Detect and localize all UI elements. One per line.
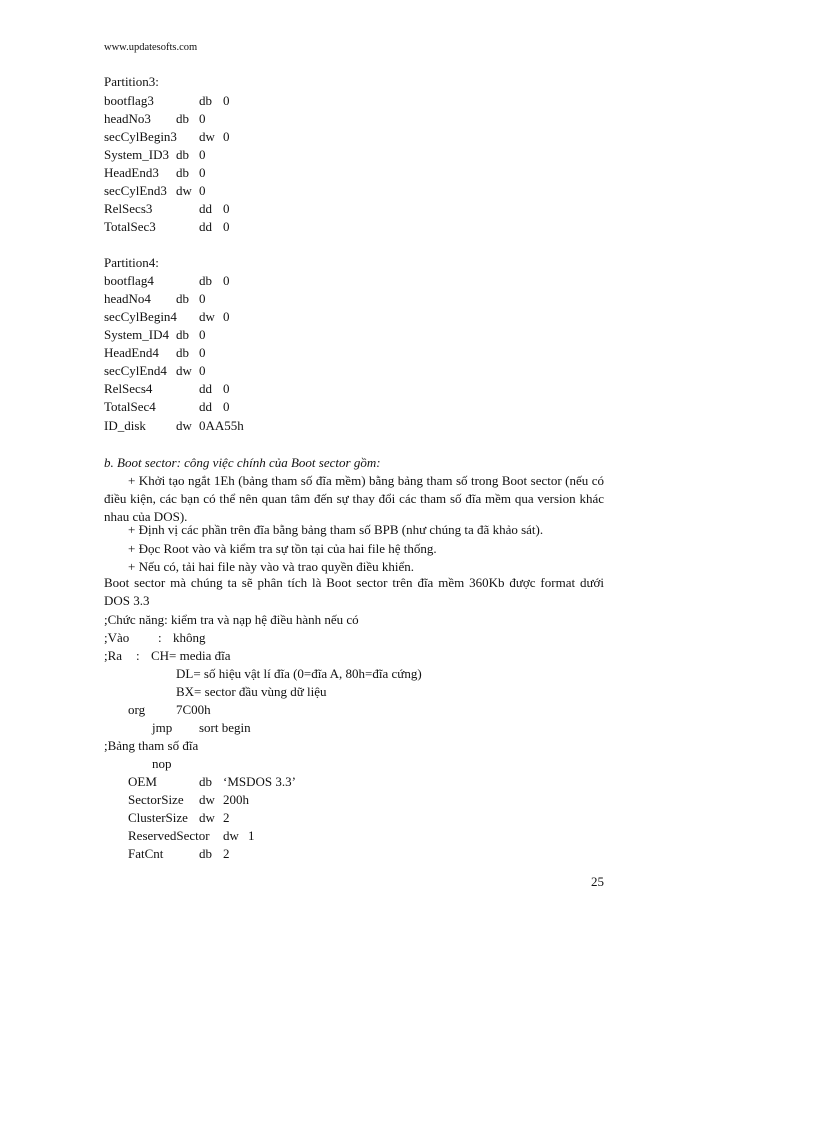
field-value: 0 [199,165,206,180]
code-separator: : [136,648,140,663]
field-value: 0 [199,147,206,162]
field-value: 0 [199,111,206,126]
field-name: secCylEnd4 [104,363,167,378]
field-value: 0 [199,327,206,342]
code-keyword: jmp [152,720,173,735]
field-name: RelSecs3 [104,201,153,216]
field-value: 0 [223,273,230,288]
page-header-url: www.updatesofts.com [104,42,198,53]
param-value: 2 [223,810,230,825]
field-type: dd [199,219,212,234]
partition4-title: Partition4: [104,255,159,270]
field-type: db [199,273,212,288]
field-value: 0 [199,363,206,378]
field-value: 0 [223,93,230,108]
param-name: ReservedSector [128,828,210,843]
field-type: db [176,345,189,360]
page-number: 25 [591,874,604,889]
field-name: ID_disk [104,418,146,433]
field-value: 0AA55h [199,418,244,433]
field-value: 0 [199,345,206,360]
field-type: dw [176,418,192,433]
field-name: RelSecs4 [104,381,153,396]
field-name: TotalSec4 [104,399,156,414]
param-type: db [199,846,212,861]
field-name: HeadEnd4 [104,345,159,360]
code-comment: ;Chức năng: kiểm tra và nạp hệ điều hành nếu có [104,612,359,627]
code-comment: ;Bảng tham số đĩa [104,738,199,753]
code-value: 7C00h [176,702,211,717]
field-type: dw [176,183,192,198]
section-heading: b. Boot sector: công việc chính của Boot sector gồm: [104,455,381,470]
code-value: BX= sector đầu vùng dữ liệu [176,684,327,699]
field-type: dw [199,129,215,144]
field-type: dd [199,201,212,216]
field-type: db [176,291,189,306]
code-keyword: nop [152,756,172,771]
param-name: OEM [128,774,157,789]
bullet-item: + Nếu có, tải hai file này vào và trao quyền điều khiển. [128,559,415,574]
field-name: secCylBegin3 [104,129,177,144]
field-name: TotalSec3 [104,219,156,234]
code-value: CH= media đĩa [151,648,231,663]
field-name: bootflag4 [104,273,154,288]
field-type: dw [199,309,215,324]
partition3-title: Partition3: [104,74,159,89]
param-value: 2 [223,846,230,861]
param-type: db [199,774,212,789]
field-name: bootflag3 [104,93,154,108]
field-name: secCylEnd3 [104,183,167,198]
field-type: dd [199,381,212,396]
field-type: db [176,111,189,126]
field-type: db [176,327,189,342]
param-name: SectorSize [128,792,184,807]
code-value: không [173,630,206,645]
field-type: dw [176,363,192,378]
field-value: 0 [223,309,230,324]
param-name: FatCnt [128,846,164,861]
field-name: headNo4 [104,291,151,306]
param-value: 200h [223,792,249,807]
field-name: HeadEnd3 [104,165,159,180]
param-name: ClusterSize [128,810,188,825]
param-type: dw [199,810,215,825]
field-value: 0 [223,201,230,216]
param-type: dw [199,792,215,807]
bullet-paragraph: + Khởi tạo ngắt 1Eh (bảng tham số đĩa mềm) bằng bảng tham số trong Boot sector (nếu có điều kiện, các bạn có thể nên quan tâm đến sự thay đổi các tham số đĩa mềm qua version khác nhau của DOS). [104,473,604,524]
field-type: db [176,165,189,180]
field-value: 0 [223,129,230,144]
param-type: dw [223,828,239,843]
field-type: db [199,93,212,108]
code-label: ;Vào [104,630,130,645]
code-value: sort begin [199,720,251,735]
field-type: dd [199,399,212,414]
bullet-item: + Định vị các phần trên đĩa bằng bảng tham số BPB (như chúng ta đã khảo sát). [128,522,544,537]
field-value: 0 [199,183,206,198]
intro-paragraph: Boot sector mà chúng ta sẽ phân tích là Boot sector trên đĩa mềm 360Kb được format dưới DOS 3.3 [104,575,604,608]
code-keyword: org [128,702,146,717]
code-label: ;Ra [104,648,123,663]
code-separator: : [158,630,162,645]
field-name: System_ID4 [104,327,169,342]
field-name: headNo3 [104,111,151,126]
field-type: db [176,147,189,162]
field-value: 0 [223,399,230,414]
bullet-item: + Đọc Root vào và kiểm tra sự tồn tại của hai file hệ thống. [128,541,437,556]
code-value: DL= số hiệu vật lí đĩa (0=đĩa A, 80h=đĩa cứng) [176,666,422,681]
field-value: 0 [199,291,206,306]
field-value: 0 [223,219,230,234]
field-value: 0 [223,381,230,396]
field-name: System_ID3 [104,147,169,162]
param-value: ‘MSDOS 3.3’ [223,774,296,789]
param-value: 1 [248,828,255,843]
field-name: secCylBegin4 [104,309,177,324]
